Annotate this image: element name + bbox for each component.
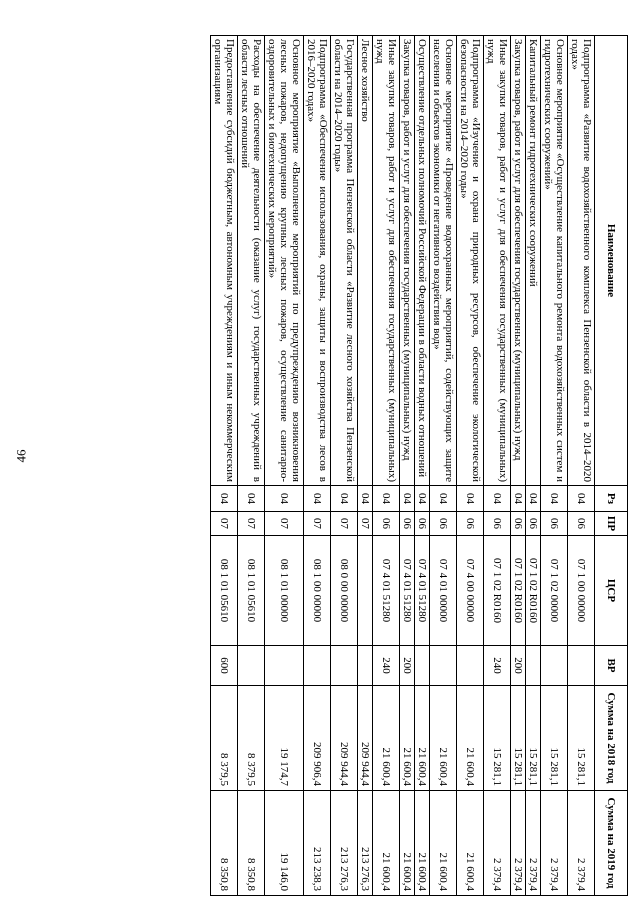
cell-sum-2018: 209 944,4 [331,686,358,791]
cell-sum-2018: 209 944,4 [358,686,373,791]
cell-sum-2019: 213 276,3 [331,791,358,896]
header-rz: Рз [595,486,628,512]
cell-name: Капитальный ремонт гидротехнических сооружений [526,36,541,486]
cell-rz: 04 [484,486,511,512]
table-row [265,36,304,896]
cell-pr: 07 [211,512,238,536]
header-csr: ЦСР [595,536,628,646]
cell-pr: 07 [238,512,265,536]
cell-pr: 06 [526,512,541,536]
cell-sum-2018: 15 281,1 [526,686,541,791]
cell-name: Лесное хозяйство [358,36,373,486]
cell-vr [304,646,331,686]
cell-name: Закупка товаров, работ и услуг для обеспечения государственных (муниципальных) нужд [511,36,526,486]
cell-sum-2018: 21 600,4 [400,686,415,791]
cell-pr: 07 [331,512,358,536]
cell-vr [457,646,484,686]
cell-vr: 200 [511,646,526,686]
cell-pr: 06 [511,512,526,536]
cell-rz: 04 [304,486,331,512]
cell-rz: 04 [457,486,484,512]
cell-rz: 04 [358,486,373,512]
cell-vr [415,646,430,686]
cell-sum-2018: 15 281,1 [511,686,526,791]
cell-sum-2018: 21 600,4 [457,686,484,791]
cell-csr: 07 4 01 00000 [430,536,457,646]
cell-sum-2018: 8 379,5 [238,686,265,791]
cell-sum-2019: 2 379,4 [526,791,541,896]
cell-vr: 240 [373,646,400,686]
table-row [211,36,238,896]
cell-name: Расходы на обеспечение деятельности (оказание услуг) государственных учреждений в области лесных отношений [238,36,265,486]
cell-sum-2019: 19 146,0 [265,791,304,896]
cell-vr [238,646,265,686]
cell-csr: 07 4 01 51280 [373,536,400,646]
cell-sum-2019: 21 600,4 [415,791,430,896]
cell-sum-2019: 21 600,4 [430,791,457,896]
cell-csr: 08 1 01 00000 [265,536,304,646]
cell-sum-2019: 2 379,4 [511,791,526,896]
cell-pr: 07 [265,512,304,536]
rotated-table-container [92,35,628,895]
cell-name: Иные закупки товаров, работ и услуг для обеспечения государственных (муниципальных) нужд [373,36,400,486]
cell-rz: 04 [526,486,541,512]
cell-pr: 06 [373,512,400,536]
cell-sum-2019: 21 600,4 [457,791,484,896]
cell-csr: 07 4 01 51280 [415,536,430,646]
cell-csr: 08 1 01 05610 [238,536,265,646]
cell-pr: 06 [400,512,415,536]
cell-pr: 06 [415,512,430,536]
cell-csr: 08 1 00 00000 [304,536,331,646]
cell-csr: 07 4 00 00000 [457,536,484,646]
cell-rz: 04 [511,486,526,512]
cell-name: Основное мероприятие «Осуществление капитального ремонта водохозяйственных систем и гидротехнических сооружений» [541,36,568,486]
table-row [430,36,457,896]
cell-csr: 07 4 01 51280 [400,536,415,646]
table-row [304,36,331,896]
cell-sum-2019: 213 238,3 [304,791,331,896]
cell-name: Иные закупки товаров, работ и услуг для обеспечения государственных (муниципальных) нужд [484,36,511,486]
cell-sum-2018: 19 174,7 [265,686,304,791]
cell-sum-2018: 8 379,5 [211,686,238,791]
cell-pr: 07 [358,512,373,536]
cell-name: Осуществление отдельных полномочий Российской Федерации в области водных отношений [415,36,430,486]
cell-pr: 06 [484,512,511,536]
cell-vr [358,646,373,686]
table-row [415,36,430,896]
cell-sum-2019: 213 276,3 [358,791,373,896]
cell-sum-2019: 2 379,4 [541,791,568,896]
header-name: Наименование [595,36,628,486]
cell-name: Предоставление субсидий бюджетным, автономным учреждениям и иным некоммерческим организациям [211,36,238,486]
cell-vr [265,646,304,686]
cell-sum-2018: 21 600,4 [430,686,457,791]
cell-rz: 04 [238,486,265,512]
cell-csr: 07 1 00 00000 [568,536,595,646]
cell-sum-2018: 21 600,4 [373,686,400,791]
cell-name: Основное мероприятие «Проведение водоохранных мероприятий, содействующих защите населения и объектов экономики от негативного воздействия вод» [430,36,457,486]
table-row [568,36,595,896]
cell-csr: 08 0 00 00000 [331,536,358,646]
header-pr: ПР [595,512,628,536]
cell-rz: 04 [541,486,568,512]
cell-name: Закупка товаров, работ и услуг для обеспечения государственных (муниципальных) нужд [400,36,415,486]
cell-pr: 06 [568,512,595,536]
cell-vr: 240 [484,646,511,686]
cell-csr: 07 1 02 R0160 [511,536,526,646]
cell-sum-2018: 209 906,4 [304,686,331,791]
cell-vr [526,646,541,686]
cell-sum-2018: 15 281,1 [484,686,511,791]
table-row [358,36,373,896]
cell-rz: 04 [400,486,415,512]
cell-rz: 04 [373,486,400,512]
cell-sum-2018: 15 281,1 [568,686,595,791]
cell-sum-2018: 21 600,4 [415,686,430,791]
cell-rz: 04 [430,486,457,512]
cell-sum-2018: 15 281,1 [541,686,568,791]
cell-pr: 07 [304,512,331,536]
table-header-row [595,36,628,896]
cell-csr: 07 1 02 R0160 [526,536,541,646]
cell-sum-2019: 2 379,4 [484,791,511,896]
budget-table [210,35,628,896]
cell-vr [568,646,595,686]
cell-csr: 07 1 02 00000 [541,536,568,646]
cell-name: Основное мероприятие «Выполнение мероприятий по предупреждению возникновения лесных пожаров, недопущению крупных лесных пожаров, осуществление санитарно-оздоровительных и биотехнических мероприятий» [265,36,304,486]
cell-rz: 04 [568,486,595,512]
table-row [331,36,358,896]
table-row [484,36,511,896]
cell-rz: 04 [265,486,304,512]
table-row [526,36,541,896]
cell-vr: 200 [400,646,415,686]
cell-vr [430,646,457,686]
cell-vr [541,646,568,686]
cell-name: Подпрограмма «Развитие водохозяйственного комплекса Пензенской области в 2014–2020 годах» [568,36,595,486]
cell-csr [358,536,373,646]
page-number: 46 [13,449,29,463]
cell-name: Подпрограмма «Обеспечение использования, охраны, защиты и воспроизводства лесов в 2016–2020 годах» [304,36,331,486]
cell-name: Подпрограмма «Изучение и охрана природных ресурсов, обеспечение экологической безопасности на 2014–2020 годы» [457,36,484,486]
cell-csr: 07 1 02 R0160 [484,536,511,646]
table-row [457,36,484,896]
cell-rz: 04 [211,486,238,512]
cell-pr: 06 [541,512,568,536]
table-row [511,36,526,896]
cell-vr [331,646,358,686]
cell-sum-2019: 21 600,4 [400,791,415,896]
cell-name: Государственная программа Пензенской области «Развитие лесного хозяйства Пензенской области на 2014–2020 годы» [331,36,358,486]
cell-sum-2019: 2 379,4 [568,791,595,896]
cell-csr: 08 1 01 05610 [211,536,238,646]
header-sum-2018: Сумма на 2018 год [595,686,628,791]
header-sum-2019: Сумма на 2019 год [595,791,628,896]
table-row [238,36,265,896]
cell-rz: 04 [415,486,430,512]
cell-pr: 06 [430,512,457,536]
cell-sum-2019: 8 350,8 [211,791,238,896]
table-row [400,36,415,896]
table-row [541,36,568,896]
cell-rz: 04 [331,486,358,512]
cell-sum-2019: 21 600,4 [373,791,400,896]
cell-vr: 600 [211,646,238,686]
cell-pr: 06 [457,512,484,536]
table-row [373,36,400,896]
cell-sum-2019: 8 350,8 [238,791,265,896]
header-vr: ВР [595,646,628,686]
